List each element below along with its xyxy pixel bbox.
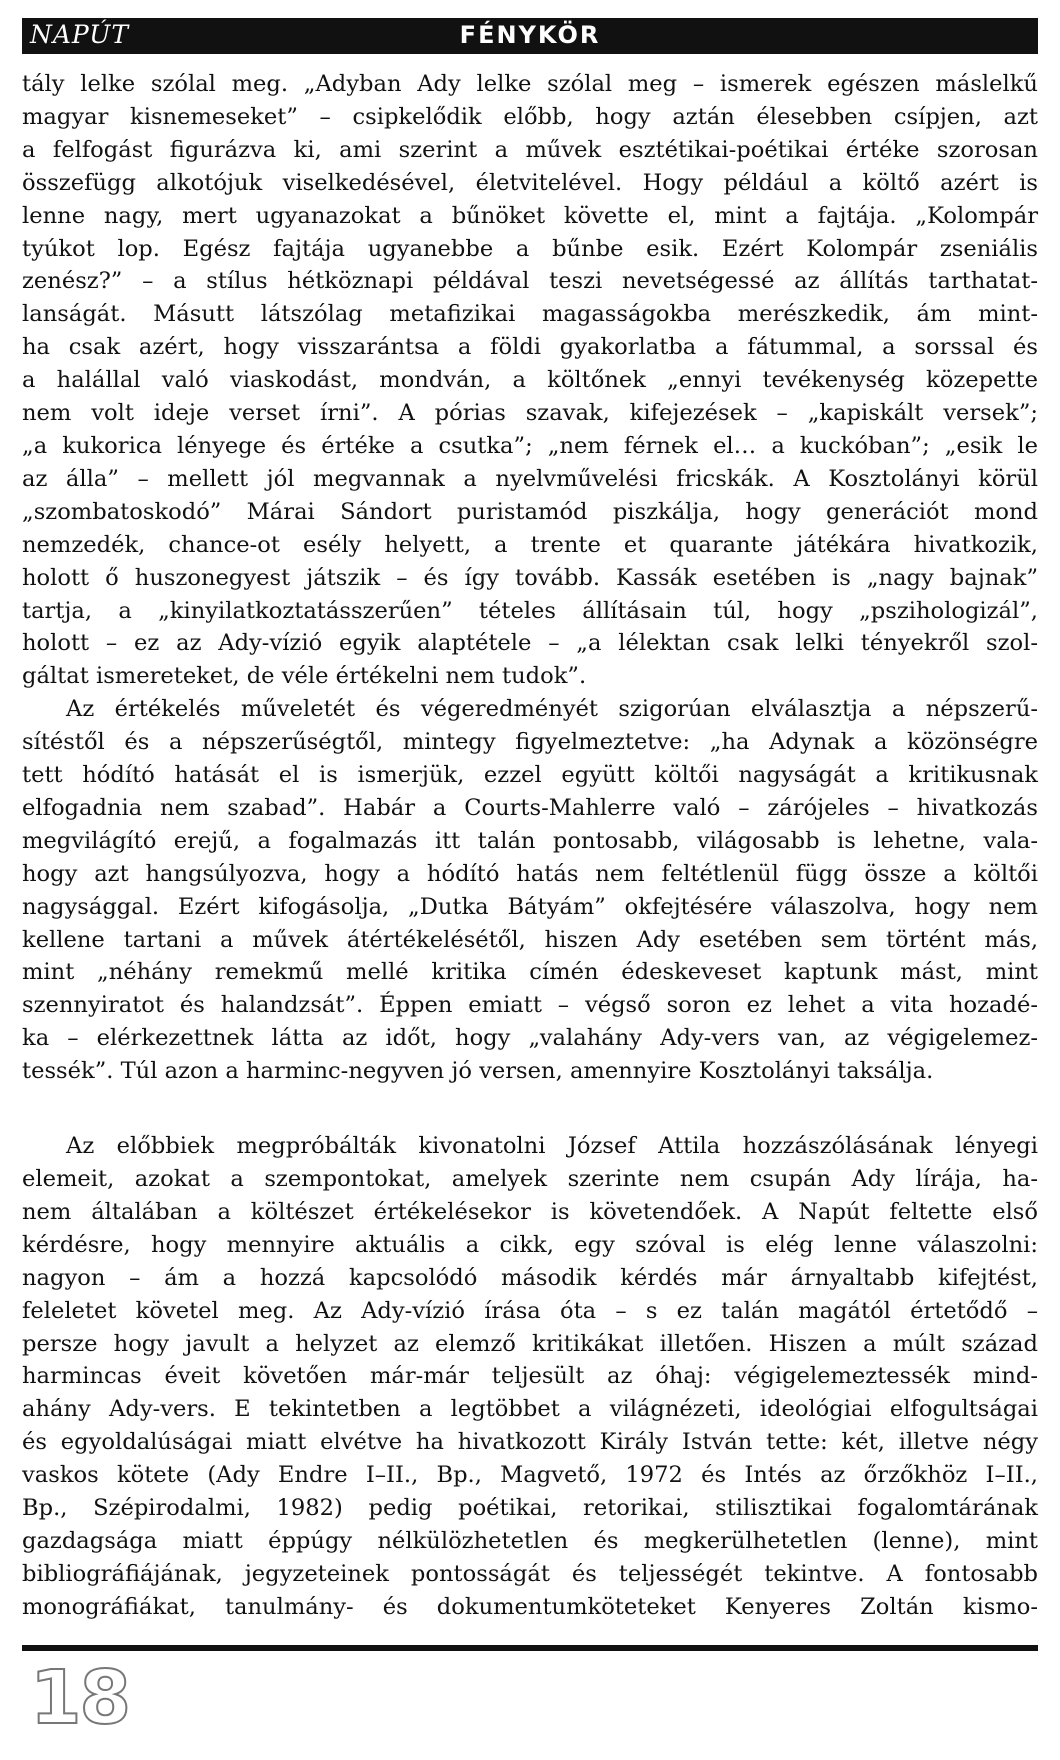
text-line: nagysággal. Ezért kifogásolja, „Dutka Bátyám” okfejtésére válaszolva, hogy nem: [22, 893, 1038, 920]
paragraph-1: [22, 68, 1038, 693]
paragraph-3: [22, 1130, 1038, 1624]
text-line: monográfiákat, tanulmány- és dokumentumköteteket Kenyeres Zoltán kismo-: [22, 1593, 1038, 1620]
text-line: zenész?” – a stílus hétköznapi példával teszi nevetségessé az állítás tarthatat-: [22, 268, 1038, 295]
text-line: bibliográfiájának, jegyzeteinek pontosságát és teljességét tekintve. A fontosabb: [22, 1560, 1038, 1587]
text-line: kellene tartani a művek átértékelésétől, hiszen Ady esetében sem történt más,: [22, 926, 1038, 953]
text-line: Az értékelés műveletét és végeredményét szigorúan elválasztja a népszerű-: [66, 696, 1038, 723]
text-line: nem általában a költészet értékelésekor is követendőek. A Napút feltette első: [22, 1198, 1038, 1225]
text-line: tett hódító hatását el is ismerjük, ezzel együtt költői nagyságát a kritikusnak: [22, 762, 1038, 789]
text-line: feleletet követel meg. Az Ady-vízió írása óta – s ez talán magától értetődő –: [22, 1297, 1038, 1324]
text-line: holott – ez az Ady-vízió egyik alaptétele – „a lélektan csak lelki tényekről szol-: [22, 630, 1038, 657]
text-line: gazdagsága miatt éppúgy nélkülözhetetlen és megkerülhetetlen (lenne), mint: [22, 1527, 1038, 1554]
text-line: ka – elérkezettnek látta az időt, hogy „valahány Ady-vers van, az végigelemez-: [22, 1025, 1038, 1052]
paragraph-2: [22, 693, 1038, 1088]
text-line: nagyon – ám a hozzá kapcsolódó második kérdés már árnyaltabb kifejtést,: [22, 1264, 1038, 1291]
text-line: Az előbbiek megpróbálták kivonatolni József Attila hozzászólásának lényegi: [66, 1133, 1038, 1160]
text-line: nemzedék, chance-ot esély helyett, a trente et quarante játékára hivatkozik,: [22, 531, 1038, 558]
page-number: 18: [30, 1655, 129, 1741]
magazine-logo: NAPÚT: [30, 20, 130, 49]
text-line: gáltat ismereteket, de véle értékelni nem tudok”.: [22, 663, 587, 690]
text-line: holott ő huszonegyest játszik – és így tovább. Kassák esetében is „nagy bajnak”: [22, 564, 1038, 591]
text-line: megvilágító erejű, a fogalmazás itt talán pontosabb, világosabb is lehetne, vala-: [22, 827, 1038, 854]
text-line: lanságát. Másutt látszólag metafizikai magasságokba merészkedik, ám mint-: [22, 301, 1038, 328]
section-gap: [22, 1088, 1038, 1130]
text-line: elfogadnia nem szabad”. Habár a Courts-Mahlerre való – zárójeles – hivatkozás: [22, 794, 1038, 821]
text-line: magyar kisnemeseket” – csipkelődik előbb, hogy aztán élesebben csípjen, azt: [22, 103, 1038, 130]
text-line: ha csak azért, hogy visszarántsa a földi gyakorlatba a fátummal, a sorssal és: [22, 334, 1038, 361]
text-line: tessék”. Túl azon a harminc-negyven jó versen, amennyire Kosztolányi taksálja.: [22, 1058, 934, 1085]
text-line: ahány Ady-vers. E tekintetben a legtöbbet a világnézeti, ideológiai elfogultságai: [22, 1396, 1038, 1423]
text-line: lenne nagy, mert ugyanazokat a bűnöket követte el, mint a fajtája. „Kolompár: [22, 202, 1038, 229]
text-line: Bp., Szépirodalmi, 1982) pedig poétikai, retorikai, stilisztikai fogalomtárának: [22, 1495, 1038, 1522]
text-line: „a kukorica lényege és értéke a csutka”; „nem férnek el… a kuckóban”; „esik le: [22, 432, 1038, 459]
text-line: mint „néhány remekmű mellé kritika címén édeskeveset kaptunk mást, mint: [22, 959, 1038, 986]
article-body: [22, 68, 1038, 1624]
header-bar: [22, 18, 1038, 54]
text-line: nem volt ideje verset írni”. A pórias szavak, kifejezések – „kapiskált versek”;: [22, 400, 1038, 427]
section-title: FÉNYKÖR: [459, 21, 601, 49]
text-line: elemeit, azokat a szempontokat, amelyek szerinte nem csupán Ady lírája, ha-: [22, 1166, 1038, 1192]
text-line: vaskos kötete (Ady Endre I–II., Bp., Magvető, 1972 és Intés az őrzőkhöz I–II.,: [22, 1462, 1038, 1489]
footer-rule: [22, 1645, 1038, 1651]
text-line: persze hogy javult a helyzet az elemző kritikákat illetően. Hiszen a múlt század: [22, 1330, 1038, 1357]
text-line: tály lelke szólal meg. „Adyban Ady lelke szólal meg – ismerek egészen máslelkű: [22, 71, 1038, 97]
text-line: az álla” – mellett jól megvannak a nyelvművelési fricskák. A Kosztolányi körül: [22, 465, 1038, 492]
text-line: tyúkot lop. Egész fajtája ugyanebbe a bűnbe esik. Ezért Kolompár zseniális: [22, 235, 1038, 262]
text-line: szennyiratot és halandzsát”. Éppen emiatt – végső soron ez lehet a vita hozadé-: [22, 992, 1038, 1019]
text-line: és egyoldalúságai miatt elvétve ha hivatkozott Király István tette: két, illetve négy: [22, 1429, 1038, 1456]
text-line: „szombatoskodó” Márai Sándort puristamód piszkálja, hogy generációt mond: [22, 498, 1038, 525]
text-line: hogy azt hangsúlyozva, hogy a hódító hatás nem feltétlenül függ össze a költői: [22, 860, 1038, 887]
text-line: kérdésre, hogy mennyire aktuális a cikk, egy szóval is elég lenne válaszolni:: [22, 1231, 1038, 1258]
text-line: harmincas éveit követően már-már teljesült az óhaj: végigelemeztessék mind-: [22, 1363, 1038, 1390]
text-line: a halállal való viaskodást, mondván, a költőnek „ennyi tevékenység közepette: [22, 367, 1038, 394]
text-line: sítéstől és a népszerűségtől, mintegy figyelmeztetve: „ha Adynak a közönségre: [22, 729, 1038, 756]
text-line: összefügg alkotójuk viselkedésével, életvitelével. Hogy például a költő azért is: [22, 169, 1038, 196]
text-line: tartja, a „kinyilatkoztatásszerűen” tételes állításain túl, hogy „pszihologizál”,: [22, 597, 1038, 624]
text-line: a felfogást figurázva ki, ami szerint a művek esztétikai-poétikai értéke szorosan: [22, 136, 1038, 163]
